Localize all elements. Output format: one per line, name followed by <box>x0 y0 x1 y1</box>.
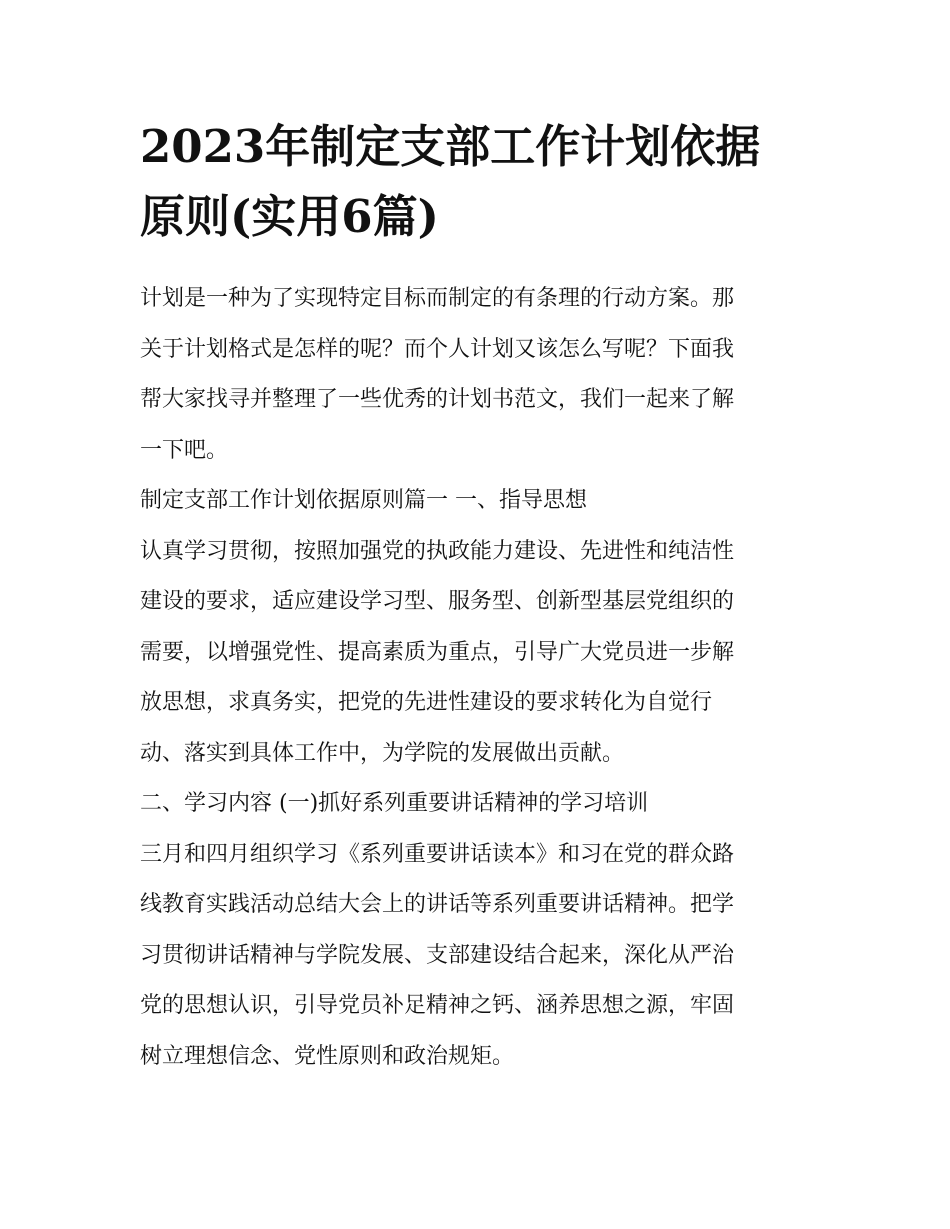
paragraph-line: 放思想，求真务实，把党的先进性建设的要求转化为自觉行 <box>140 690 713 715</box>
paragraph-line: 习贯彻讲话精神与学院发展、支部建设结合起来，深化从严治 <box>140 942 735 968</box>
paragraph-line: 党的思想认识，引导党员补足精神之钙、涵养思想之源，牢固 <box>140 993 735 1018</box>
paragraph-line: 计划是一种为了实现特定目标而制定的有条理的行动方案。那 <box>140 286 735 311</box>
paragraph-line: 三月和四月组织学习《系列重要讲话读本》和习在党的群众路 <box>140 841 735 867</box>
section-heading: 二、学习内容 (一)抓好系列重要讲话精神的学习培训 <box>140 791 649 816</box>
document-body <box>140 274 812 1082</box>
paragraph-line: 帮大家找寻并整理了一些优秀的计划书范文，我们一起来了解 <box>140 387 735 412</box>
title-line: 2023年制定支部工作计划依据 <box>140 120 761 173</box>
section1-paragraph <box>140 527 812 780</box>
paragraph-line: 树立理想信念、党性原则和政治规矩。 <box>140 1043 515 1069</box>
document-page <box>140 112 812 1082</box>
paragraph-line: 建设的要求，适应建设学习型、服务型、创新型基层党组织的 <box>140 589 735 614</box>
section2-paragraph <box>140 830 812 1083</box>
paragraph-line: 线教育实践活动总结大会上的讲话等系列重要讲话精神。把学 <box>140 892 735 917</box>
paragraph-line: 需要，以增强党性、提高素质为重点，引导广大党员进一步解 <box>140 639 735 665</box>
title-line: 原则(实用6篇) <box>140 190 439 243</box>
paragraph-line: 一下吧。 <box>140 437 229 463</box>
section-heading: 制定支部工作计划依据原则篇一 一、指导思想 <box>140 488 587 513</box>
paragraph-line: 动、落实到具体工作中，为学院的发展做出贡献。 <box>140 740 625 766</box>
paragraph-line: 认真学习贯彻，按照加强党的执政能力建设、先进性和纯洁性 <box>140 538 735 564</box>
document-title <box>140 112 812 252</box>
paragraph-line: 关于计划格式是怎样的呢？而个人计划又该怎么写呢？下面我 <box>140 336 735 362</box>
intro-paragraph <box>140 274 812 476</box>
